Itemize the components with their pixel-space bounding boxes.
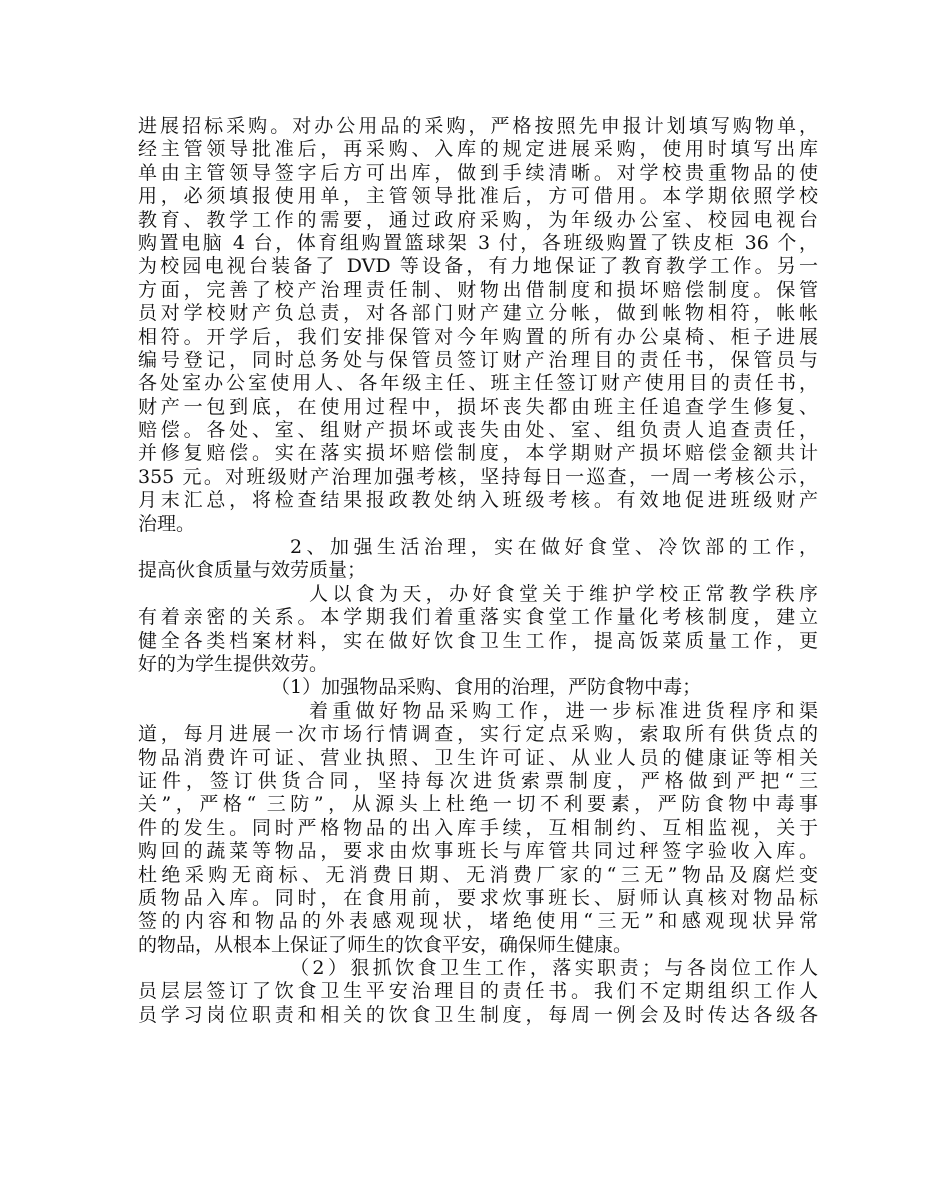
text-line: 用，必须填报使用单，主管领导批准后，方可借用。本学期依照学校 <box>138 185 818 208</box>
text-line: 签的内容和物品的外表感观现状，堵绝使用“三无”和感观现状异常 <box>138 910 818 933</box>
text-line: 好的为学生提供效劳。 <box>138 652 329 675</box>
text-line: 各处室办公室使用人、各年级主任、班主任签订财产使用目的责任书， <box>138 372 818 395</box>
text-line: 质物品入库。同时，在食用前，要求炊事班长、厨师认真核对物品标 <box>138 886 818 909</box>
text-line: 员对学校财产负总责，对各部门财产建立分帐，做到帐物相符，帐帐 <box>138 302 818 325</box>
text-line: 购置电脑 4 台，体育组购置篮球架 3 付，各班级购置了铁皮柜 36 个， <box>138 231 818 254</box>
text-line: 有着亲密的关系。本学期我们着重落实食堂工作量化考核制度，建立 <box>138 606 818 629</box>
subsection-heading: （2）狠抓饮食卫生工作，落实职责；与各岗位工作人 <box>290 957 818 980</box>
text-line: 治理。 <box>138 512 196 535</box>
text-line: 购回的蔬菜等物品，要求由炊事班长与库管共同过秤签字验收入库。 <box>138 840 818 863</box>
text-line: 355 元。对班级财产治理加强考核，坚持每日一巡查，一周一考核公示， <box>138 465 818 488</box>
text-line: 着重做好物品采购工作，进一步标准进货程序和渠 <box>309 699 818 722</box>
text-line: 进展招标采购。对办公用品的采购，严格按照先申报计划填写购物单， <box>138 115 818 137</box>
text-line: 月末汇总，将检查结果报政教处纳入班级考核。有效地促进班级财产 <box>138 489 818 512</box>
text-line: 物品消费许可证、营业执照、卫生许可证、从业人员的健康证等相关 <box>138 746 818 769</box>
text-line: 财产一包到底，在使用过程中，损坏丧失都由班主任追查学生修复、 <box>138 395 818 418</box>
text-line: 证件，签订供货合同，坚持每次进货索票制度，严格做到严把“三 <box>138 769 818 792</box>
text-line: 为校园电视台装备了 DVD 等设备，有力地保证了教育教学工作。另一 <box>138 255 818 278</box>
text-line: 员层层签订了饮食卫生平安治理目的责任书。我们不定期组织工作人 <box>138 980 818 1003</box>
text-line: 单由主管领导签字后方可出库，做到手续清晰。对学校贵重物品的使 <box>138 161 818 184</box>
text-line: 并修复赔偿。实在落实损坏赔偿制度，本学期财产损坏赔偿金额共计 <box>138 442 818 465</box>
text-line: 经主管领导批准后，再采购、入库的规定进展采购，使用时填写出库 <box>138 138 818 161</box>
text-line: 赔偿。各处、室、组财产损坏或丧失由处、室、组负责人追查责任， <box>138 419 818 442</box>
text-line: 方面，完善了校产治理责任制、财物出借制度和损坏赔偿制度。保管 <box>138 278 818 301</box>
text-line: 杜绝采购无商标、无消费日期、无消费厂家的“三无”物品及腐烂变 <box>138 863 818 886</box>
text-line: 相符。开学后，我们安排保管对今年购置的所有办公桌椅、柜子进展 <box>138 325 818 348</box>
text-line: 编号登记，同时总务处与保管员签订财产治理目的责任书，保管员与 <box>138 348 818 371</box>
text-line: 的物品，从根本上保证了师生的饮食平安，确保师生健康。 <box>138 933 633 956</box>
text-line: 关”，严格“ 三防”，从源头上杜绝一切不利要素，严防食物中毒事 <box>138 793 818 816</box>
text-line: 道，每月进展一次市场行情调查，实行定点采购，索取所有供货点的 <box>138 723 818 746</box>
section-heading: 提高伙食质量与效劳质量； <box>138 559 367 582</box>
text-line: 件的发生。同时严格物品的出入库手续，互相制约、互相监视，关于 <box>138 816 818 839</box>
text-line: 教育、教学工作的需要，通过政府采购，为年级办公室、校园电视台 <box>138 208 818 231</box>
text-line: 人以食为天，办好食堂关于维护学校正常教学秩序 <box>309 582 818 605</box>
subsection-heading: （1）加强物品采购、食用的治理，严防食物中毒； <box>271 676 702 699</box>
text-line: 员学习岗位职责和相关的饮食卫生制度，每周一例会及时传达各级各 <box>138 1003 818 1026</box>
body-text <box>138 115 818 1027</box>
text-line: 健全各类档案材料，实在做好饮食卫生工作，提高饭菜质量工作，更 <box>138 629 818 652</box>
section-heading: 2、加强生活治理，实在做好食堂、冷饮部的工作， <box>290 536 818 559</box>
